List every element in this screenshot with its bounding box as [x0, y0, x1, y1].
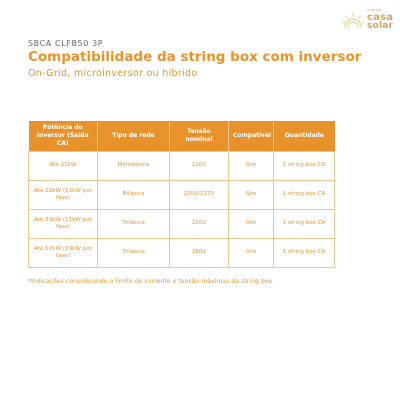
- header-quantity: Quantidade: [274, 121, 335, 152]
- page-title: Compatibilidade da string box com inversor: [28, 49, 362, 65]
- header-grid-type: Tipo de rede: [98, 121, 170, 152]
- logo-name-main: casa: [367, 11, 394, 23]
- cell-grid-type: Monofásica: [98, 152, 170, 181]
- header-compatible: Compatível: [229, 121, 274, 152]
- table-header-row: [29, 121, 335, 152]
- cell-inverter-power: Até 11kW: [29, 152, 98, 181]
- cell-grid-type: Bifásica: [98, 181, 170, 210]
- cell-quantity: 1 string box CA: [274, 181, 335, 210]
- cell-nominal-voltage: 220V/127V: [170, 181, 229, 210]
- page-subtitle: On-Grid, microinversor ou híbrido: [28, 68, 198, 79]
- table-row: [29, 239, 335, 268]
- brand-logo: [341, 9, 393, 31]
- cell-compatible: Sim: [229, 239, 274, 268]
- cell-quantity: 1 string box CA: [274, 239, 335, 268]
- header-nominal-voltage: Tensão nominal: [170, 121, 229, 152]
- cell-compatible: Sim: [229, 210, 274, 239]
- cell-compatible: Sim: [229, 152, 274, 181]
- cell-nominal-voltage: 380V: [170, 239, 229, 268]
- compatibility-table: [28, 121, 335, 268]
- logo-name-sub: solar: [367, 20, 394, 31]
- cell-inverter-power: Até 57kW (19kW por fase): [29, 239, 98, 268]
- table-row: [29, 181, 335, 210]
- footnote: *Indicações considerando o limite de corrente e tensão máximas da string box.: [28, 278, 275, 285]
- cell-nominal-voltage: 220V: [170, 210, 229, 239]
- header-inverter-power: Potência do inversor (Saída CA): [29, 121, 98, 152]
- cell-compatible: Sim: [229, 181, 274, 210]
- compatibility-table-container: [28, 121, 334, 268]
- cell-inverter-power: Até 33kW (11kW por fase): [29, 210, 98, 239]
- cell-grid-type: Trifásica: [98, 210, 170, 239]
- table-row: [29, 210, 335, 239]
- table-row: [29, 152, 335, 181]
- logo-tagline: energia: [367, 8, 382, 12]
- cell-quantity: 1 string box CA: [274, 210, 335, 239]
- product-code: SBCA CLFB50 3P: [28, 39, 104, 48]
- cell-grid-type: Trifásica: [98, 239, 170, 268]
- sun-icon: [341, 12, 365, 28]
- cell-nominal-voltage: 220V: [170, 152, 229, 181]
- cell-quantity: 1 string box CA: [274, 152, 335, 181]
- cell-inverter-power: Até 22kW (11kW por fase): [29, 181, 98, 210]
